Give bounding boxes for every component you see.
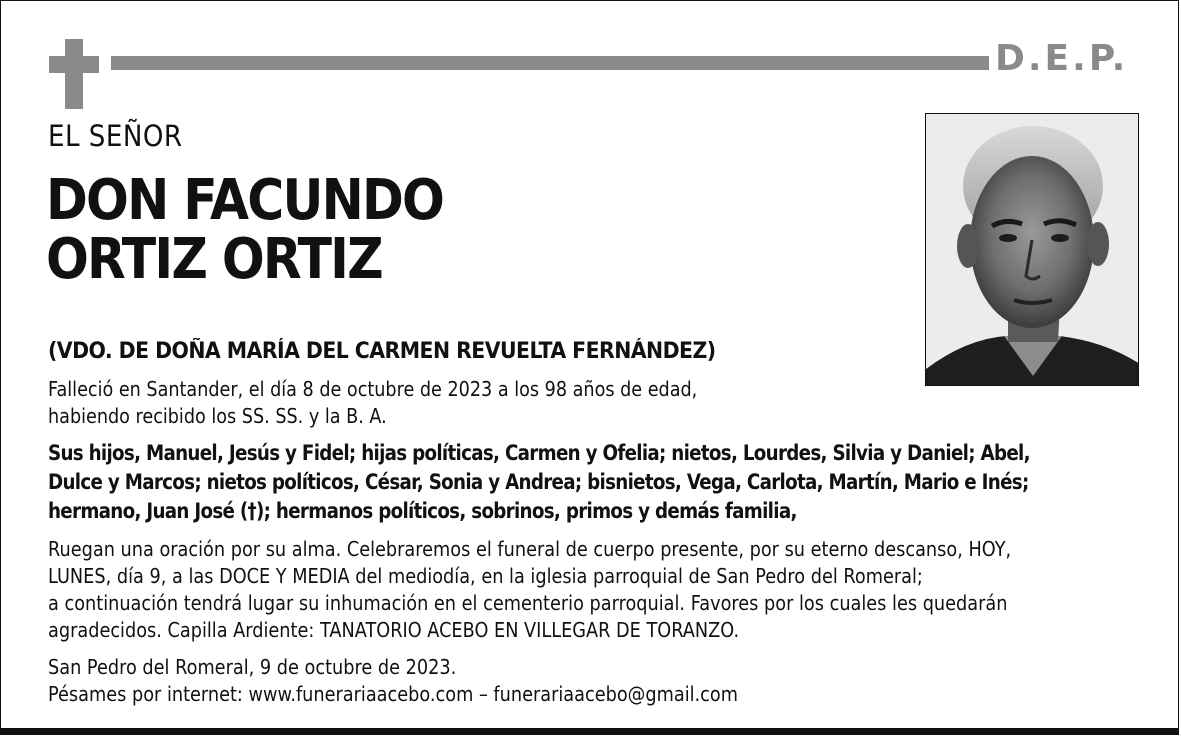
funeral-details: [48, 536, 1011, 644]
funeral-line: agradecidos. Capilla Ardiente: TANATORIO ACEBO EN VILLEGAR DE TORANZO.: [48, 618, 740, 642]
title-prefix: EL SEÑOR: [48, 119, 183, 153]
condolences-contact: Pésames por internet: www.funerariaacebo.com – funerariaacebo@gmail.com: [48, 682, 738, 706]
place-date: San Pedro del Romeral, 9 de octubre de 2023.: [48, 655, 457, 679]
widower-line: (VDO. DE DOÑA MARÍA DEL CARMEN REVUELTA FERNÁNDEZ): [48, 339, 716, 364]
death-details: [48, 376, 717, 430]
deceased-name: [46, 168, 444, 292]
death-line: Falleció en Santander, el día 8 de octubre de 2023 a los 98 años de edad,: [48, 377, 698, 401]
funeral-line: Ruegan una oración por su alma. Celebraremos el funeral de cuerpo presente, por su eterno descanso, HOY,: [48, 537, 1012, 561]
portrait-image: [926, 114, 1139, 386]
bottom-rule: [1, 728, 1178, 734]
funeral-line: LUNES, día 9, a las DOCE Y MEDIA del mediodía, en la iglesia parroquial de San Pedro del Romeral;: [48, 564, 923, 588]
cross-icon: [49, 39, 99, 109]
death-line: habiendo recibido los SS. SS. y la B. A.: [48, 404, 387, 428]
family-line: Dulce y Marcos; nietos políticos, César, Sonia y Andrea; bisnietos, Vega, Carlota, Martín, Mario e Inés;: [48, 470, 1029, 494]
portrait-photo: [925, 113, 1139, 386]
family-line: Sus hijos, Manuel, Jesús y Fidel; hijas políticas, Carmen y Ofelia; nietos, Lourdes, Silvia y Daniel; Abel,: [48, 441, 1030, 465]
family-list: [48, 439, 1030, 526]
header-rule: [111, 56, 989, 70]
family-line: hermano, Juan José (†); hermanos políticos, sobrinos, primos y demás familia,: [48, 499, 797, 523]
notice-footer: [48, 654, 738, 708]
name-line: DON FACUNDO: [46, 168, 444, 233]
dep-heading: D.E.P.: [995, 38, 1129, 79]
funeral-line: a continuación tendrá lugar su inhumación en el cementerio parroquial. Favores por los cuales les quedarán: [48, 591, 1008, 615]
name-line: ORTIZ ORTIZ: [46, 227, 382, 292]
